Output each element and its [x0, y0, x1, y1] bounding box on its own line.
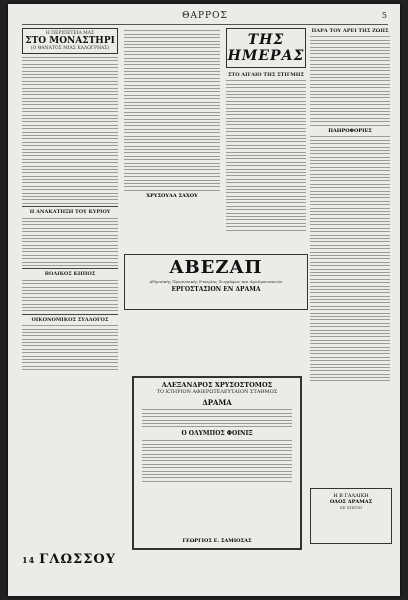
- monastiri-kicker: Η ΠΕΡΙΠΕΤΕΙΑ ΜΑΣ: [45, 31, 95, 36]
- monastiri-headline: ΣΤΟ ΜΟΝΑΣΤΗΡΙ: [25, 36, 115, 46]
- section-heading: Η ΑΝΑΚΑΤΗΞΗ ΤΟΥ ΚΥΡΙΟΥ: [29, 209, 111, 216]
- article-body: [22, 218, 118, 266]
- section-title: ΠΛΗΡΟΦΟΡΙΕΣ: [328, 127, 372, 134]
- ad-body: [134, 409, 300, 427]
- article-body: [22, 57, 118, 204]
- article-signoff: ΧΡΥΣΟΥΛΑ ΣΑΧΟΥ: [146, 193, 198, 200]
- article-body: [310, 136, 390, 381]
- article-body: [22, 325, 118, 370]
- alex-sub: ΤΟ ΚΤΗΡΙΟΝ ΑΦΙΕΡΩΤΕΛΕΥΤΑΙΟΝ ΣΤΑΘΜΟΣ: [156, 389, 278, 395]
- divider: [22, 268, 118, 269]
- article-body: [22, 280, 118, 312]
- column-2: [124, 28, 220, 201]
- alex-city: ΔΡΑΜΑ: [202, 398, 232, 407]
- column-3: [226, 28, 306, 233]
- column-1: [22, 28, 118, 373]
- abezap-byline: Αθηναϊκής Προσωπικής Εταιρίας Ζωγράφων και Αγαλματοποιών: [149, 279, 283, 284]
- abezap-title: ΑΒΕΖΑΠ: [169, 257, 263, 278]
- boxed-ad-line3: ΣΕ ΣΠΙΤΙΟ: [339, 505, 363, 510]
- boxed-ad-line2: ΟΔΟΣ ΔΡΑΜΑΣ: [329, 499, 373, 505]
- section-heading: ΣΤΟ ΑΙΓΑΙΟ ΤΗΣ ΣΤΙΓΜΗΣ: [227, 72, 305, 78]
- article-body: [310, 36, 390, 125]
- ad-body: [134, 440, 300, 482]
- section-heading: ΠΑΡΑ ΤΟΥ ΑΡΕΙ ΤΗΣ ΖΩΗΣ: [311, 28, 389, 34]
- divider: [22, 314, 118, 315]
- alex-footer: ΓΕΩΡΓΙΟΣ Ε. ΣΑΜΙΟΣΑΣ: [182, 538, 252, 544]
- masthead: [22, 10, 388, 25]
- tis-imeras-title: ΤΗΣ ΗΜΕΡΑΣ: [226, 28, 306, 68]
- column-4: [310, 28, 390, 384]
- article-body: [226, 80, 306, 230]
- boxed-ad-line1: Η Β ΓΑΛΛΙΚΗ: [333, 493, 369, 499]
- alex-name: ΑΛΕΞΑΝΔΡΟΣ ΧΡΥΣΟΣΤΟΜΟΣ: [161, 381, 273, 389]
- masthead-title: ΘΑΡΡΟΣ: [182, 11, 228, 21]
- abezap-tagline: ΕΡΓΟΣΤΑΣΙΟΝ ΕΝ ΔΡΑΜΑ: [171, 286, 261, 293]
- glossou-name: ΓΛΩΣΣΟΥ: [39, 552, 117, 567]
- page-number: 5: [381, 11, 388, 20]
- alex-brand: Ο ΟΛΥΜΠΟΣ ΦΟΙΝΙΞ: [181, 429, 253, 437]
- monastiri-box: [22, 28, 118, 54]
- article-body: [124, 30, 220, 190]
- newspaper-page: [8, 4, 400, 596]
- section-heading: ΒΟΛΙΚΟΣ ΚΗΠΟΣ: [44, 271, 96, 278]
- monastiri-sub: (Ο ΘΑΝΑΤΟΣ ΜΙΑΣ ΚΑΛΟΓΡΗΑΣ): [30, 46, 110, 51]
- chrysostomos-advertisement: [132, 376, 302, 550]
- boxed-ad: [310, 488, 392, 544]
- glossou-ad: [22, 552, 118, 567]
- section-heading: ΟΙΚΟΝΟΜΙΚΟΣ ΣΥΛΛΟΓΟΣ: [31, 316, 109, 323]
- divider: [22, 206, 118, 207]
- abezap-advertisement: [124, 254, 308, 310]
- glossou-number: 14: [22, 555, 36, 565]
